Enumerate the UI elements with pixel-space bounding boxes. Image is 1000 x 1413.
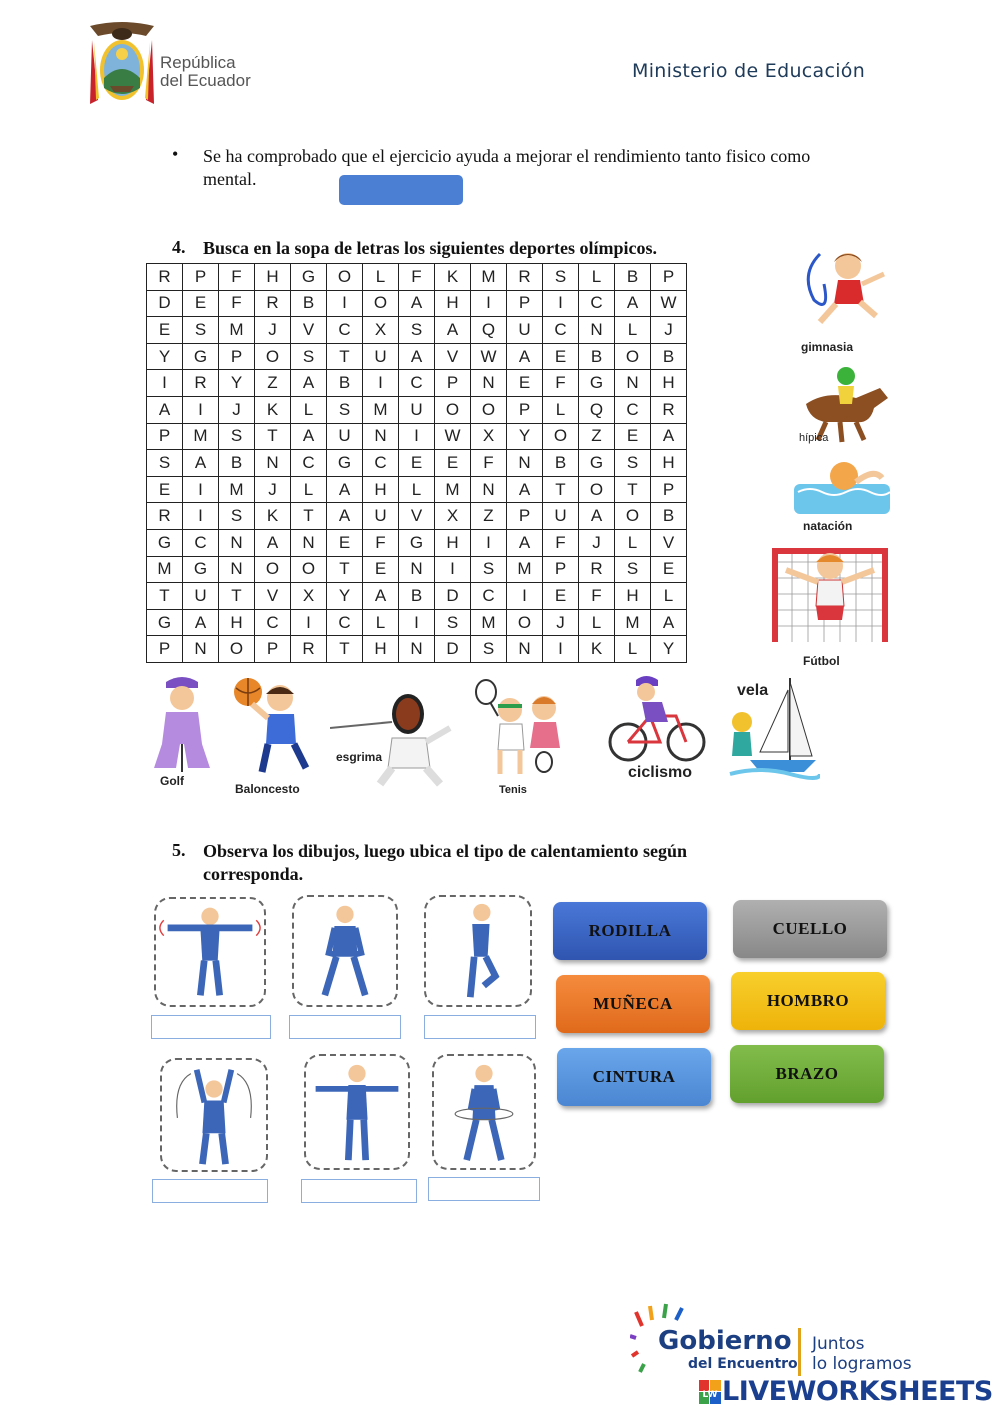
tennis-caption: Tenis (499, 784, 527, 796)
word-search-cell[interactable]: B (291, 291, 327, 318)
word-search-cell[interactable]: U (363, 344, 399, 371)
word-search-cell[interactable]: I (147, 370, 183, 397)
answer-field-2[interactable] (289, 1015, 401, 1039)
word-search-cell[interactable]: E (651, 557, 687, 584)
word-search-cell[interactable]: V (435, 344, 471, 371)
word-search-cell[interactable]: O (255, 344, 291, 371)
word-search-cell[interactable]: C (471, 583, 507, 610)
word-search-cell[interactable]: N (399, 636, 435, 663)
word-search-cell[interactable]: Y (219, 370, 255, 397)
word-search-cell[interactable]: R (147, 503, 183, 530)
word-search-cell[interactable]: E (147, 317, 183, 344)
word-search-cell[interactable]: X (471, 424, 507, 451)
word-search-cell[interactable]: X (363, 317, 399, 344)
word-search-cell[interactable]: Y (507, 424, 543, 451)
word-search-cell[interactable]: N (363, 424, 399, 451)
gobierno-title: Gobierno (658, 1326, 792, 1356)
word-search-cell[interactable]: F (543, 370, 579, 397)
word-search-cell[interactable]: I (471, 530, 507, 557)
word-search-cell[interactable]: S (435, 610, 471, 637)
cycling-caption: ciclismo (628, 764, 693, 781)
word-search-cell[interactable]: P (147, 424, 183, 451)
word-search-cell[interactable]: C (327, 317, 363, 344)
word-search-cell[interactable]: H (219, 610, 255, 637)
word-search-cell[interactable]: I (435, 557, 471, 584)
word-search-cell[interactable]: F (471, 450, 507, 477)
word-search-cell[interactable]: X (291, 583, 327, 610)
word-search-cell[interactable]: L (399, 477, 435, 504)
word-search-cell[interactable]: R (579, 557, 615, 584)
word-search-cell[interactable]: E (327, 530, 363, 557)
word-search-cell[interactable]: L (363, 264, 399, 291)
word-search-cell[interactable]: C (327, 610, 363, 637)
word-search-cell[interactable]: H (651, 370, 687, 397)
word-search-cell[interactable]: O (543, 424, 579, 451)
question-4-number: 4. (172, 237, 186, 257)
word-search-cell[interactable]: R (147, 264, 183, 291)
word-search-cell[interactable]: A (507, 477, 543, 504)
word-search-cell[interactable]: C (183, 530, 219, 557)
word-search-cell[interactable]: A (507, 530, 543, 557)
word-search-cell[interactable]: S (219, 424, 255, 451)
word-search-cell[interactable]: H (255, 264, 291, 291)
answer-drop-box[interactable] (339, 175, 463, 205)
word-search-cell[interactable]: E (363, 557, 399, 584)
word-search-cell[interactable]: P (507, 291, 543, 318)
word-search-cell[interactable]: N (291, 530, 327, 557)
word-search-cell[interactable]: Y (651, 636, 687, 663)
word-search-cell[interactable]: H (435, 291, 471, 318)
warmup-figure-arms-rotation (154, 897, 266, 1007)
republic-name (160, 54, 251, 90)
gobierno-slogan (812, 1334, 912, 1374)
word-search-cell[interactable]: E (435, 450, 471, 477)
word-search-cell[interactable]: M (219, 477, 255, 504)
ecuador-coat-of-arms-icon (84, 20, 160, 108)
answer-field-3[interactable] (424, 1015, 536, 1039)
word-search-cell[interactable]: I (543, 291, 579, 318)
word-search-cell[interactable]: P (507, 397, 543, 424)
bullet-icon: • (172, 144, 179, 164)
golf-caption: Golf (160, 774, 184, 788)
word-search-cell[interactable]: U (507, 317, 543, 344)
word-search-cell[interactable]: S (399, 317, 435, 344)
word-search-cell[interactable]: R (291, 636, 327, 663)
basketball-image (232, 674, 326, 782)
word-search-cell[interactable]: C (615, 397, 651, 424)
word-search-cell[interactable]: A (651, 610, 687, 637)
word-search-cell[interactable]: I (183, 477, 219, 504)
word-search-cell[interactable]: L (291, 477, 327, 504)
word-search-cell[interactable]: M (219, 317, 255, 344)
word-search-cell[interactable]: S (471, 557, 507, 584)
word-search-cell[interactable]: F (543, 530, 579, 557)
word-search-cell[interactable]: W (471, 344, 507, 371)
word-search-cell[interactable]: P (147, 636, 183, 663)
word-search-cell[interactable]: H (363, 477, 399, 504)
word-search-cell[interactable]: A (183, 610, 219, 637)
word-search-cell[interactable]: L (291, 397, 327, 424)
word-search-cell[interactable]: O (327, 264, 363, 291)
word-search-cell[interactable]: B (399, 583, 435, 610)
word-search-cell[interactable]: L (615, 530, 651, 557)
word-search-cell[interactable]: O (363, 291, 399, 318)
word-search-cell[interactable]: I (183, 397, 219, 424)
word-search-cell[interactable]: R (507, 264, 543, 291)
word-search-cell[interactable]: O (255, 557, 291, 584)
sailing-image (720, 676, 820, 786)
warmup-figure-arms-side (304, 1054, 410, 1170)
word-search-cell[interactable]: S (327, 397, 363, 424)
word-search-cell[interactable]: K (255, 397, 291, 424)
word-search-cell[interactable]: L (579, 264, 615, 291)
word-search-cell[interactable]: B (579, 344, 615, 371)
word-search-cell[interactable]: D (147, 291, 183, 318)
word-search-cell[interactable]: L (615, 636, 651, 663)
word-search-cell[interactable]: N (219, 530, 255, 557)
word-search-cell[interactable]: B (219, 450, 255, 477)
word-search-cell[interactable]: O (471, 397, 507, 424)
option-cuello[interactable]: CUELLO (733, 900, 887, 958)
word-search-cell[interactable]: P (651, 264, 687, 291)
word-search-cell[interactable]: J (255, 477, 291, 504)
tennis-image (470, 676, 574, 786)
answer-field-1[interactable] (151, 1015, 271, 1039)
ministry-title: Ministerio de Educación (632, 60, 866, 82)
word-search-cell[interactable]: V (651, 530, 687, 557)
word-search-cell[interactable]: A (651, 424, 687, 451)
word-search-cell[interactable]: L (579, 610, 615, 637)
basketball-caption: Baloncesto (235, 782, 300, 796)
republic-line-1: República (160, 53, 236, 72)
word-search-cell[interactable]: A (327, 503, 363, 530)
word-search-cell[interactable]: J (219, 397, 255, 424)
word-search-cell[interactable]: C (255, 610, 291, 637)
word-search-cell[interactable]: A (255, 530, 291, 557)
word-search-cell[interactable]: Z (579, 424, 615, 451)
word-search-cell[interactable]: O (291, 557, 327, 584)
bullet-text: Se ha comprobado que el ejercicio ayuda a mejorar el rendimiento tanto fisico como mental. (203, 146, 811, 189)
word-search-cell[interactable]: S (615, 557, 651, 584)
word-search-cell[interactable]: N (471, 370, 507, 397)
word-search-cell[interactable]: H (651, 450, 687, 477)
soccer-goalkeeper-image (768, 542, 892, 646)
cycling-image (606, 672, 706, 764)
word-search-cell[interactable]: I (327, 291, 363, 318)
word-search-cell[interactable]: A (399, 344, 435, 371)
option-cintura[interactable]: CINTURA (557, 1048, 711, 1106)
word-search-cell[interactable]: T (615, 477, 651, 504)
word-search-cell[interactable]: R (651, 397, 687, 424)
word-search-cell[interactable]: K (255, 503, 291, 530)
soccer-caption: Fútbol (803, 654, 840, 668)
word-search-cell[interactable]: U (399, 397, 435, 424)
question-5-text: Observa los dibujos, luego ubica el tipo de calentamiento según corresponda. (203, 841, 688, 884)
word-search-cell[interactable]: N (255, 450, 291, 477)
swimming-caption: natación (803, 519, 853, 533)
word-search-cell[interactable]: V (255, 583, 291, 610)
word-search-cell[interactable]: T (327, 344, 363, 371)
word-search-cell[interactable]: N (399, 557, 435, 584)
word-search-cell[interactable]: E (615, 424, 651, 451)
word-search-cell[interactable]: Z (471, 503, 507, 530)
word-search-cell[interactable]: I (363, 370, 399, 397)
word-search-cell[interactable]: O (615, 344, 651, 371)
word-search-cell[interactable]: J (579, 530, 615, 557)
word-search-cell[interactable]: E (507, 370, 543, 397)
word-search-cell[interactable]: N (579, 317, 615, 344)
warmup-figure-arms-up (160, 1058, 268, 1172)
word-search-cell[interactable]: G (147, 530, 183, 557)
gobierno-subtitle: del Encuentro (688, 1356, 798, 1372)
gymnastics-caption: gimnasia (801, 340, 854, 354)
word-search-cell[interactable]: N (471, 477, 507, 504)
sailing-caption: vela (737, 682, 769, 699)
answer-field-4[interactable] (152, 1179, 268, 1203)
warmup-figure-waist (432, 1054, 536, 1170)
word-search-cell[interactable]: O (579, 477, 615, 504)
word-search-cell[interactable]: I (291, 610, 327, 637)
word-search-cell[interactable]: T (219, 583, 255, 610)
word-search-cell[interactable]: P (183, 264, 219, 291)
word-search-cell[interactable]: G (579, 450, 615, 477)
word-search-cell[interactable]: D (435, 583, 471, 610)
slogan-line-1: Juntos (812, 1334, 865, 1354)
word-search-cell[interactable]: N (507, 636, 543, 663)
word-search-cell[interactable]: T (327, 636, 363, 663)
word-search-cell[interactable]: I (507, 583, 543, 610)
fencing-image (330, 688, 460, 788)
word-search-cell[interactable]: L (615, 317, 651, 344)
golf-image (140, 672, 224, 776)
footer-divider (798, 1328, 801, 1376)
word-search-cell[interactable]: W (435, 424, 471, 451)
word-search-cell[interactable]: K (435, 264, 471, 291)
word-search-cell[interactable]: M (147, 557, 183, 584)
word-search-cell[interactable]: A (183, 450, 219, 477)
word-search-cell[interactable]: F (579, 583, 615, 610)
word-search-cell[interactable]: J (255, 317, 291, 344)
word-search-cell[interactable]: S (147, 450, 183, 477)
word-search-cell[interactable]: W (651, 291, 687, 318)
word-search-cell[interactable]: A (327, 477, 363, 504)
word-search-cell[interactable]: E (543, 344, 579, 371)
word-search-cell[interactable]: I (399, 610, 435, 637)
word-search-cell[interactable]: A (399, 291, 435, 318)
word-search-cell[interactable]: A (363, 583, 399, 610)
word-search-cell[interactable]: L (363, 610, 399, 637)
word-search-cell[interactable]: A (435, 317, 471, 344)
word-search-cell[interactable]: O (615, 503, 651, 530)
word-search-cell[interactable]: O (435, 397, 471, 424)
word-search-cell[interactable]: C (291, 450, 327, 477)
word-search-cell[interactable]: T (147, 583, 183, 610)
word-search-cell[interactable]: A (579, 503, 615, 530)
word-search-cell[interactable]: I (183, 503, 219, 530)
word-search-cell[interactable]: N (183, 636, 219, 663)
word-search-cell[interactable]: B (543, 450, 579, 477)
word-search-cell[interactable]: G (183, 344, 219, 371)
question-4-text: Busca en la sopa de letras los siguientes deportes olímpicos. (203, 238, 658, 258)
word-search-cell[interactable]: I (399, 424, 435, 451)
word-search-cell[interactable]: M (471, 610, 507, 637)
word-search-cell[interactable]: G (291, 264, 327, 291)
word-search-cell[interactable]: P (255, 636, 291, 663)
word-search-cell[interactable]: E (183, 291, 219, 318)
word-search-cell[interactable]: H (363, 636, 399, 663)
word-search-cell[interactable]: A (147, 397, 183, 424)
word-search-cell[interactable]: T (543, 477, 579, 504)
option-muneca[interactable]: MUÑECA (556, 975, 710, 1033)
word-search-cell[interactable]: P (507, 503, 543, 530)
word-search-cell[interactable]: T (255, 424, 291, 451)
word-search-cell[interactable]: G (399, 530, 435, 557)
word-search-cell[interactable]: B (615, 264, 651, 291)
liveworksheets-wordmark: LIVEWORKSHEETS (722, 1376, 993, 1407)
word-search-cell[interactable]: S (543, 264, 579, 291)
liveworksheets-badge-icon (699, 1380, 721, 1404)
word-search-cell[interactable]: P (219, 344, 255, 371)
answer-field-5[interactable] (301, 1179, 417, 1203)
word-search-cell[interactable]: C (579, 291, 615, 318)
word-search-cell[interactable]: M (615, 610, 651, 637)
word-search-cell[interactable]: V (291, 317, 327, 344)
word-search-cell[interactable]: R (183, 370, 219, 397)
word-search-cell[interactable]: C (363, 450, 399, 477)
word-search-cell[interactable]: S (219, 503, 255, 530)
word-search-cell[interactable]: P (651, 477, 687, 504)
word-search-cell[interactable]: L (651, 583, 687, 610)
word-search-cell[interactable]: M (363, 397, 399, 424)
word-search-cell[interactable]: F (219, 291, 255, 318)
option-hombro[interactable]: HOMBRO (731, 972, 885, 1030)
word-search-cell[interactable]: Y (147, 344, 183, 371)
word-search-cell[interactable]: C (543, 317, 579, 344)
slogan-line-2: lo logramos (812, 1354, 912, 1374)
word-search-cell[interactable]: F (219, 264, 255, 291)
word-search-cell[interactable]: A (507, 344, 543, 371)
word-search-cell[interactable]: H (615, 583, 651, 610)
word-search-cell[interactable]: N (507, 450, 543, 477)
word-search-cell[interactable]: P (543, 557, 579, 584)
fencing-caption: esgrima (336, 750, 383, 764)
question-5-number: 5. (172, 840, 186, 860)
word-search-cell[interactable]: U (543, 503, 579, 530)
word-search-cell[interactable]: I (543, 636, 579, 663)
word-search-cell[interactable]: A (291, 370, 327, 397)
word-search-cell[interactable]: G (579, 370, 615, 397)
word-search-cell[interactable]: O (507, 610, 543, 637)
word-search-cell[interactable]: O (219, 636, 255, 663)
word-search-cell[interactable]: T (291, 503, 327, 530)
word-search-cell[interactable]: J (651, 317, 687, 344)
word-search-cell[interactable]: X (435, 503, 471, 530)
word-search-cell[interactable]: C (399, 370, 435, 397)
word-search-cell[interactable]: L (543, 397, 579, 424)
word-search-cell[interactable]: D (435, 636, 471, 663)
word-search-cell[interactable]: P (435, 370, 471, 397)
word-search-cell[interactable]: I (471, 291, 507, 318)
word-search-cell[interactable]: S (291, 344, 327, 371)
word-search-cell[interactable]: K (579, 636, 615, 663)
word-search-cell[interactable]: E (147, 477, 183, 504)
word-search-cell[interactable]: N (615, 370, 651, 397)
word-search-cell[interactable]: U (363, 503, 399, 530)
word-search-cell[interactable]: J (543, 610, 579, 637)
word-search-cell[interactable]: R (255, 291, 291, 318)
word-search-cell[interactable]: B (651, 344, 687, 371)
word-search-cell[interactable]: M (435, 477, 471, 504)
warmup-figure-knee (424, 895, 532, 1007)
word-search-cell[interactable]: B (327, 370, 363, 397)
word-search-cell[interactable]: B (651, 503, 687, 530)
word-search-cell[interactable]: A (291, 424, 327, 451)
word-search-cell[interactable]: M (183, 424, 219, 451)
option-rodilla[interactable]: RODILLA (553, 902, 707, 960)
word-search-cell[interactable]: U (183, 583, 219, 610)
word-search-cell[interactable]: Y (327, 583, 363, 610)
republic-line-2: del Ecuador (160, 71, 251, 90)
word-search-cell[interactable]: H (435, 530, 471, 557)
word-search-cell[interactable]: T (327, 557, 363, 584)
word-search-cell[interactable]: S (615, 450, 651, 477)
word-search-cell[interactable]: G (183, 557, 219, 584)
word-search-cell[interactable]: Q (471, 317, 507, 344)
word-search-cell[interactable]: N (219, 557, 255, 584)
word-search-cell[interactable]: S (471, 636, 507, 663)
word-search-cell[interactable]: A (615, 291, 651, 318)
word-search-grid[interactable] (146, 263, 687, 663)
word-search-cell[interactable]: Q (579, 397, 615, 424)
word-search-cell[interactable]: V (399, 503, 435, 530)
word-search-cell[interactable]: M (507, 557, 543, 584)
option-brazo[interactable]: BRAZO (730, 1045, 884, 1103)
swimming-image (794, 458, 890, 518)
word-search-cell[interactable]: E (543, 583, 579, 610)
word-search-cell[interactable]: M (471, 264, 507, 291)
gymnastics-image (800, 244, 890, 340)
word-search-cell[interactable]: F (363, 530, 399, 557)
word-search-cell[interactable]: G (327, 450, 363, 477)
word-search-cell[interactable]: S (183, 317, 219, 344)
word-search-cell[interactable]: U (327, 424, 363, 451)
warmup-figure-hip (292, 895, 398, 1007)
word-search-cell[interactable]: F (399, 264, 435, 291)
equestrian-caption: hípica (799, 432, 829, 444)
word-search-cell[interactable]: E (399, 450, 435, 477)
word-search-cell[interactable]: Z (255, 370, 291, 397)
answer-field-6[interactable] (428, 1177, 540, 1201)
liveworksheets-badge-text: LW (702, 1390, 718, 1400)
word-search-cell[interactable]: G (147, 610, 183, 637)
